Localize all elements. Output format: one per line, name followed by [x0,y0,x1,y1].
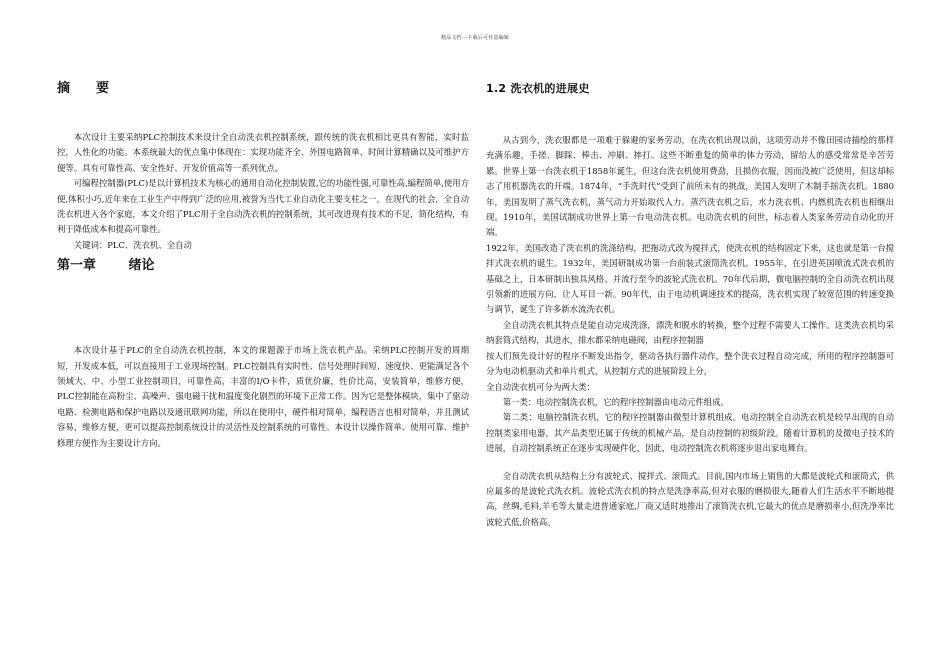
history-paragraph-5: 全自动洗衣机可分为两大类： [486,381,595,392]
section-heading: 1.2 洗衣机的进展史 [486,82,590,95]
history-paragraph-4: 按人们预先设计好的程序不断发出指令，驱动各执行器件动作，整个洗衣过程自动完成，所用的程序控制器可分为电动机驱动式和单片机式，从控制方式的进展阶段上分， [486,350,894,377]
history-paragraph-8: 全自动洗衣机从结构上分有波轮式、搅拌式、滚筒式。目前,国内市场上销售的大都是波轮式和滚筒式，供应最多的是波轮式洗衣机。波轮式洗衣机的特点是洗净率高,但对衣服的磨损很大,随着人们生活水平不断地提高，丝绸,毛料,羊毛等大量走进普通家庭,厂商又适时地推出了滚筒洗衣机,它最大的优点是磨损率小,但洗净率比波轮式低,价格高。 [486,470,894,527]
history-paragraph-2: 1922年，美国改造了洗衣机的洗涤结构，把拖动式改为搅拌式，使洗衣机的结构固定下来，这也就是第一台搅拌式洗衣机的诞生。1932年，美国研制成功第一台前装式滚筒洗衣机。1955年，在引进英国喷流式洗衣机的基础之上，日本研制出独具风格、并流行至今的波轮式洗衣机。70年代后期，微电脑控制的全自动洗衣机出现引领新的进展方向，让人耳目一新。90年代，由于电动机调速技术的提高，洗衣机实现了较宽范围的转速变换与调节，诞生了许多新水流洗衣机。 [486,242,894,315]
abstract-heading: 摘要 [57,81,136,96]
abstract-paragraph-2: 可编程控制器(PLC)是以计算机技术为核心的通用自动化控制装置,它的功能性强,可靠性高,编程简单,使用方便,体积小巧,近年来在工业生产中得到广泛的应用,被誉为当代工业自动化主要支柱之一。在现代的社会，全自动洗衣机进入各个家庭，本文介绍了PLC用于全自动洗衣机的控制系统，其可改进现有技术的不足，简化结构，有利于降低成本和提高可靠性。 [57,178,469,235]
abstract-paragraph-1: 本次设计主要采纳PLC控制技术来设计全自动洗衣机控制系统，跟传统的洗衣机相比更具有智能，实时监控，人性化的功能。本系统最大的优点集中体现在：实现功能齐全、外围电路简单、时间计算精确以及可维护方便等。具有可靠性高、安全性好、开发价值高等一系列优点。 [57,132,469,173]
history-paragraph-6: 第一类：电动控制洗衣机，它的程序控制器由电动元件组成。 [502,396,729,407]
keywords: 关键词：PLC、洗衣机、全自动 [73,239,192,250]
chapter-heading: 第一章 绪论 [57,258,155,274]
left-column [57,78,469,451]
right-column [486,78,894,530]
page-header: 精品文档---下载后可任意编辑 [440,35,510,41]
chapter-paragraph-1: 本次设计基于PLC的全自动洗衣机控制，本文的课题源于市场上洗衣机产品。采纳PLC控制开发的周期短，开发成本低，可以直接用于工业现场控制。PLC控制具有实时性、信号处理时间短、速度快、更能满足各个领域大、中、小型工业控制项目，可靠性高，丰富的I/O卡件，质优价廉，性价比高，安装简单，维修方便，PLC控制能在高粉尘、高噪声、强电磁干扰和温度变化剧烈的环境下正常工作。因为它是整体模块，集中了驱动电路、检测电路和保护电路以及通讯联网功能，所以在使用中，硬件相对简单，编程语言也相对简单，并且测试容易，维修方便，更可以提高控制系统设计的灵活性及控制系统的可靠性。本设计以操作简单、使用可靠、维护修理方便作为主要设计方向。 [57,345,469,448]
history-paragraph-3: 全自动洗衣机其特点是能自动完成洗涤，漂洗和脱水的转换，整个过程不需要人工操作。这类洗衣机均采纳套筒式结构，其进水，排水都采纳电磁阀，由程序控制器 [486,319,894,346]
history-paragraph-7: 第二类：电脑控制洗衣机，它的程序控制器由微型计算机组成。电动控制全自动洗衣机是较早出现的自动控制类家用电器，其产品类型还属于传统的机械产品，是自动控制的初级阶段。随着计算机的及微电子技术的进展，自动控制系统正在逐步实现硬件化，因此，电动控制洗衣机将逐步退出家电舞台。 [486,412,894,454]
history-paragraph-1: 从古到今，洗衣服都是一项难于躲避的家务劳动，在洗衣机出现以前，这项劳动并不像田园诗描绘的那样充满乐趣，手搓、脚踩、棒击、冲刷、摔打。这些不断重复的简单的体力劳动，留给人的感受常常是辛苦劳累。世界上第一台洗衣机于1858年诞生，但这台洗衣机使用费劲，且损伤衣服，因而没被广泛使用，但这却标志了用机器洗衣的开端。1874年，“手洗时代”受到了前所未有的挑战，美国人发明了木制手摇洗衣机。1880年，美国发明了蒸气洗衣机，蒸气动力开始取代人力。蒸汽洗衣机之后，水力洗衣机、内燃机洗衣机也相继出现。1910年，美国试制成功世界上第一台电动洗衣机。电动洗衣机的问世，标志着人类家务劳动自动化的开端。 [486,135,894,238]
